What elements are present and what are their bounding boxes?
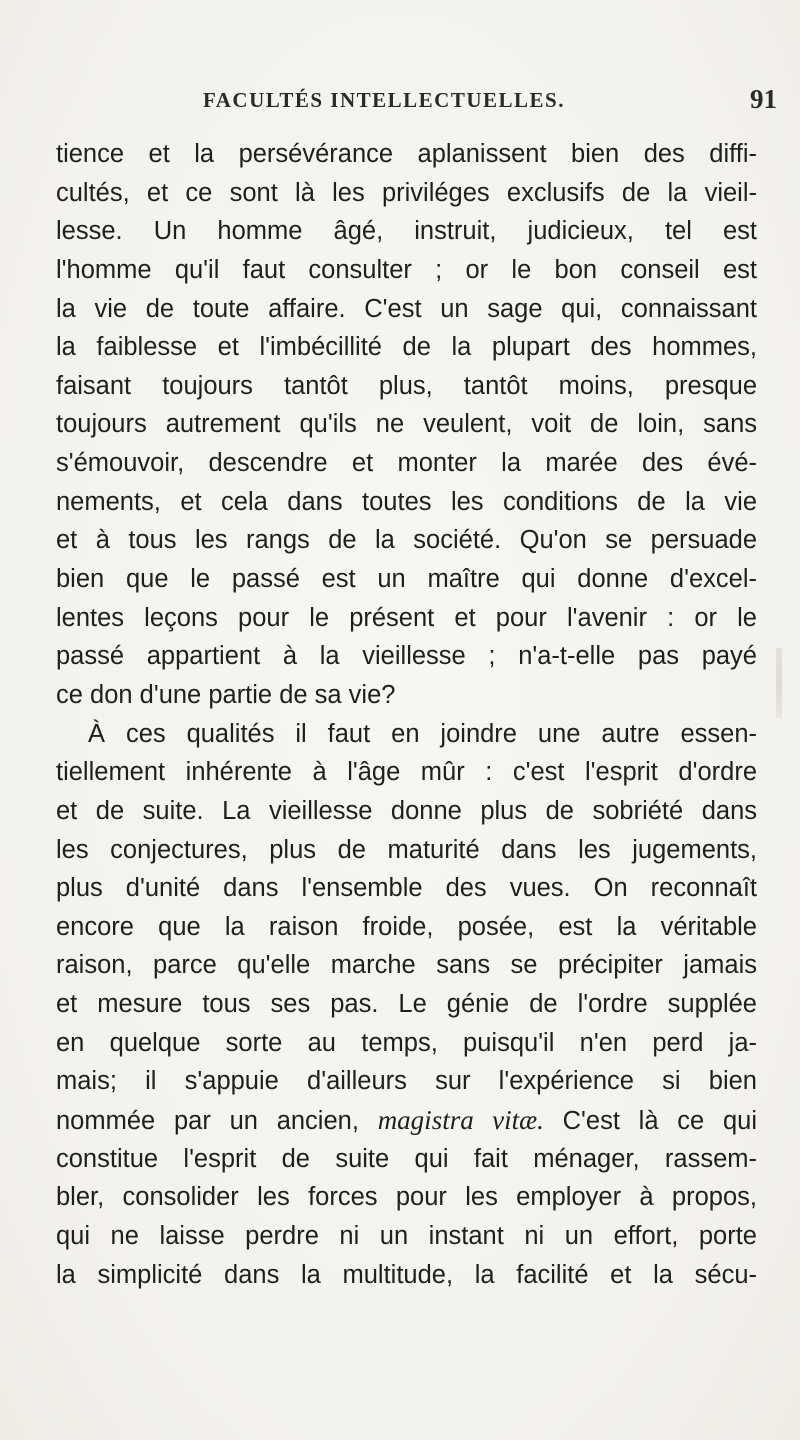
text-line bbox=[56, 792, 757, 831]
text-line-segment: qui ne laisse perdre ni un instant ni un effort, porte bbox=[56, 1221, 757, 1250]
text-line-segment: et à tous les rangs de la société. Qu'on se persuade bbox=[56, 526, 757, 555]
text-line-segment: passé appartient à la vieillesse ; n'a-t-elle pas payé bbox=[56, 642, 757, 671]
text-line bbox=[56, 483, 757, 522]
running-title: FACULTÉS INTELLECTUELLES. bbox=[203, 88, 565, 112]
text-line bbox=[56, 599, 757, 638]
text-line bbox=[56, 1024, 757, 1063]
text-line bbox=[56, 985, 757, 1024]
text-line bbox=[56, 174, 757, 213]
text-line-segment: tiellement inhérente à l'âge mûr : c'est l'esprit d'ordre bbox=[56, 758, 757, 787]
text-line bbox=[56, 521, 757, 560]
text-line-segment: l'homme qu'il faut consulter ; or le bon conseil est bbox=[56, 255, 757, 284]
text-line-segment: raison, parce qu'elle marche sans se précipiter jamais bbox=[56, 951, 757, 980]
text-line-segment: toujours autrement qu'ils ne veulent, voit de loin, sans bbox=[56, 410, 757, 439]
text-line bbox=[56, 1062, 757, 1101]
text-line-segment: la simplicité dans la multitude, la facilité et la sécu- bbox=[56, 1260, 757, 1289]
text-line bbox=[56, 1178, 757, 1217]
body-text bbox=[56, 135, 757, 1294]
text-line-segment: et de suite. La vieillesse donne plus de sobriété dans bbox=[56, 796, 757, 825]
text-line bbox=[56, 405, 757, 444]
text-line-segment: bien que le passé est un maître qui donne d'excel- bbox=[56, 565, 757, 594]
text-line-segment: la vie de toute affaire. C'est un sage qui, connaissant bbox=[56, 294, 757, 323]
text-line-segment: les conjectures, plus de maturité dans les jugements, bbox=[56, 835, 757, 864]
text-line bbox=[56, 1140, 757, 1179]
text-line-segment: nommée par un ancien, bbox=[56, 1107, 378, 1136]
text-line-segment: ce don d'une partie de sa vie? bbox=[56, 680, 396, 709]
text-line bbox=[56, 676, 757, 715]
text-line bbox=[56, 212, 757, 251]
text-line-segment: C'est là ce qui bbox=[543, 1107, 758, 1136]
text-line-segment: lesse. Un homme âgé, instruit, judicieux, tel est bbox=[56, 217, 757, 246]
text-line-segment: la faiblesse et l'imbécillité de la plupart des hommes, bbox=[56, 333, 757, 362]
text-line bbox=[56, 831, 757, 870]
text-line bbox=[56, 1256, 757, 1295]
text-line-segment: faisant toujours tantôt plus, tantôt moins, presque bbox=[56, 371, 757, 400]
text-line-segment: lentes leçons pour le présent et pour l'avenir : or le bbox=[56, 603, 757, 632]
text-line bbox=[56, 135, 757, 174]
text-line-segment: plus d'unité dans l'ensemble des vues. On reconnaît bbox=[56, 874, 757, 903]
text-line bbox=[56, 251, 757, 290]
page-number: 91 bbox=[750, 84, 777, 114]
latin-quotation: magistra vitæ. bbox=[377, 1105, 544, 1136]
text-line-segment: À ces qualités il faut en joindre une autre essen- bbox=[88, 719, 757, 748]
text-line-segment: encore que la raison froide, posée, est la véritable bbox=[56, 912, 757, 941]
text-line bbox=[56, 444, 757, 483]
text-line bbox=[56, 753, 757, 792]
text-line bbox=[56, 869, 757, 908]
text-line-segment: et mesure tous ses pas. Le génie de l'ordre supplée bbox=[56, 990, 757, 1019]
running-head bbox=[0, 84, 800, 118]
text-line bbox=[56, 560, 757, 599]
text-line bbox=[56, 946, 757, 985]
text-line bbox=[56, 328, 757, 367]
text-line bbox=[56, 637, 757, 676]
text-line bbox=[56, 1101, 757, 1140]
text-line-segment: s'émouvoir, descendre et monter la marée des évé- bbox=[56, 449, 757, 478]
text-line-segment: tience et la persévérance aplanissent bien des diffi- bbox=[56, 140, 757, 168]
text-line bbox=[56, 1217, 757, 1256]
text-line-segment: cultés, et ce sont là les priviléges exclusifs de la vieil- bbox=[56, 178, 757, 207]
text-line-segment: nements, et cela dans toutes les conditions de la vie bbox=[56, 487, 757, 516]
text-line-segment: constitue l'esprit de suite qui fait ménager, rassem- bbox=[56, 1144, 757, 1173]
text-line bbox=[56, 715, 757, 754]
text-line bbox=[56, 367, 757, 406]
text-line-segment: mais; il s'appuie d'ailleurs sur l'expérience si bien bbox=[56, 1067, 757, 1096]
text-line bbox=[56, 290, 757, 329]
page-edge-shadow bbox=[776, 648, 782, 718]
text-line-segment: en quelque sorte au temps, puisqu'il n'en perd ja- bbox=[56, 1028, 757, 1057]
text-line bbox=[56, 908, 757, 947]
text-line-segment: bler, consolider les forces pour les employer à propos, bbox=[56, 1183, 757, 1212]
